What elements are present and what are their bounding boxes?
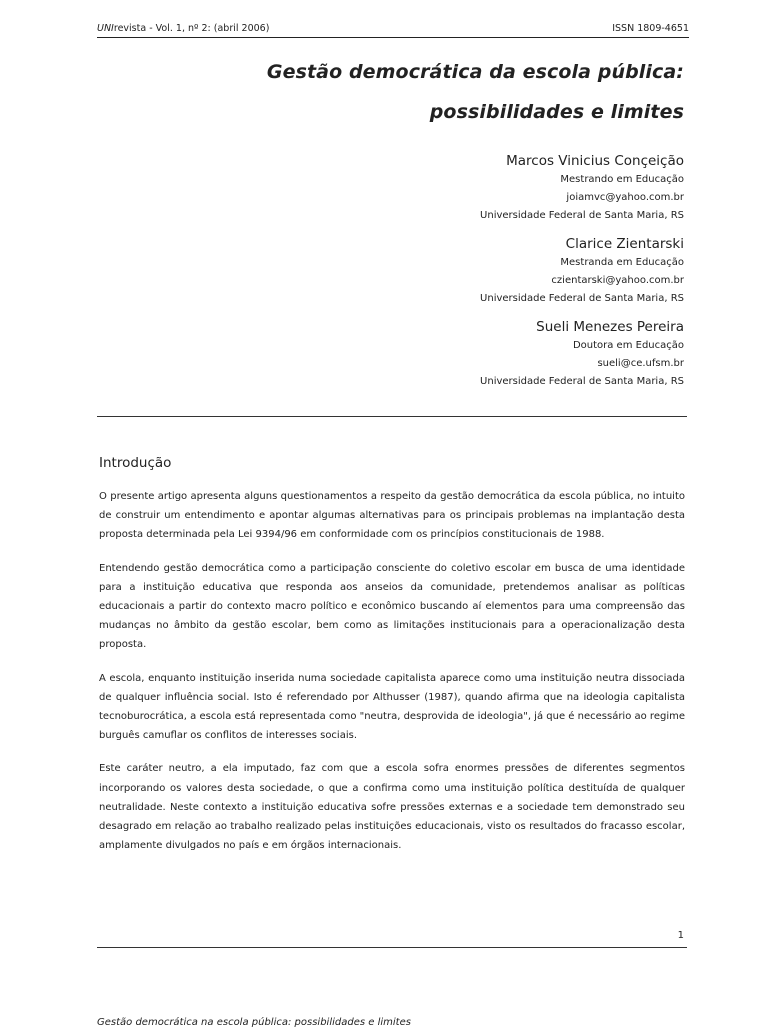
article-title-line-2: possibilidades e limites	[429, 101, 684, 123]
author-block-3	[480, 317, 684, 391]
author-affiliation: Universidade Federal de Santa Maria, RS	[480, 210, 684, 221]
author-role: Mestrando em Educação	[560, 174, 684, 185]
author-name: Marcos Vinicius Conçeição	[506, 153, 684, 169]
journal-volume: revista - Vol. 1, nº 2: (abril 2006)	[113, 23, 270, 34]
paragraph-2: Entendendo gestão democrática como a participação consciente do coletivo escolar em busca de uma identidade para a instituição educativa que responda aos anseios da comunidade, pretendemos analisar as políticas educacionais a partir do contexto macro político e econômico buscando aí elementos para uma compreensão das mudanças no âmbito da gestão escolar, bem como as limitações institucionais para a operacionalização desta proposta.	[99, 562, 685, 651]
author-block-1	[480, 151, 684, 225]
paragraph-3: A escola, enquanto instituição inserida numa sociedade capitalista aparece como uma instituição neutra dissociada de qualquer influência social. Isto é referendado por Althusser (1987), quando afirma que na ideologia capitalista tecnoburocrática, a escola está representada como "neutra, desprovida de ideologia", já que é necessário ao regime burguês camuflar os conflitos de interesses sociais.	[99, 672, 685, 742]
author-block-2	[480, 234, 684, 308]
author-email: sueli@ce.ufsm.br	[597, 358, 684, 369]
divider-top	[97, 416, 687, 417]
author-email: czientarski@yahoo.com.br	[551, 275, 684, 286]
author-role: Mestranda em Educação	[560, 257, 684, 268]
issn: ISSN 1809-4651	[612, 23, 689, 34]
author-role: Doutora em Educação	[572, 340, 684, 351]
author-email: joiamvc@yahoo.com.br	[566, 192, 684, 203]
author-affiliation: Universidade Federal de Santa Maria, RS	[480, 293, 684, 304]
article-title-line-1: Gestão democrática da escola pública:	[266, 61, 684, 83]
running-header	[97, 22, 689, 38]
journal-info	[97, 22, 269, 36]
journal-name-italic: UNI	[97, 23, 114, 34]
author-name: Sueli Menezes Pereira	[536, 319, 684, 335]
author-name: Clarice Zientarski	[565, 236, 684, 252]
paragraph-4: Este caráter neutro, a ela imputado, faz com que a escola sofra enormes pressões de diferentes segmentos incorporando os valores desta sociedade, o que a confirma como uma instituição política destituída de qualquer neutralidade. Neste contexto a instituição educativa sofre pressões externas e a sociedade tem demonstrado seu desagrado em relação ao trabalho realizado pelas instituições educacionais, visto os resultados do fracasso escolar, amplamente divulgados no país e em órgãos internacionais.	[99, 763, 685, 852]
page-number: 1	[677, 930, 684, 941]
divider-bottom	[97, 947, 687, 948]
section-title: Introdução	[99, 455, 172, 471]
next-page-header-cut: Gestão democrática na escola pública: possibilidades e limites	[97, 1017, 411, 1028]
paragraph-1: O presente artigo apresenta alguns questionamentos a respeito da gestão democrática da escola pública, no intuito de construir um entendimento e apontar algumas alternativas para os principais problemas na implantação desta proposta determinada pela Lei 9394/96 em conformidade com os princípios constitucionais de 1988.	[99, 491, 685, 541]
author-affiliation: Universidade Federal de Santa Maria, RS	[480, 376, 684, 387]
body-text	[99, 487, 685, 869]
